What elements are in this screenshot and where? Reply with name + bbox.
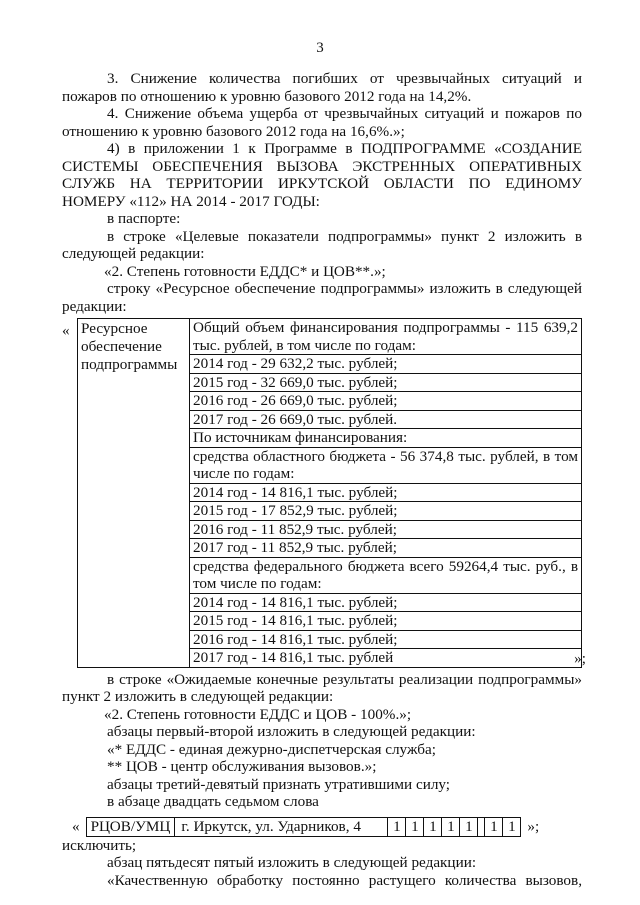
boxrow-close-quote: »; <box>527 817 540 835</box>
box-cell-digit: 1 <box>460 818 478 836</box>
box-cell-digit: 1 <box>508 817 516 835</box>
table-row: 2016 год - 26 669,0 тыс. рублей; <box>190 392 581 411</box>
paragraph-quality-processing: «Качественную обработку постоянно растущего количества вызовов, <box>107 871 582 889</box>
paragraph-edds-definition: «* ЕДДС - единая дежурно-диспетчерская служба; <box>107 740 436 758</box>
replaced-words-row <box>62 817 582 837</box>
table-row: 2015 год - 17 852,9 тыс. рублей; <box>190 502 581 521</box>
paragraph-readiness-100: «2. Степень готовности ЕДДС и ЦОВ - 100%.»; <box>104 705 412 723</box>
table-row: 2017 год - 26 669,0 тыс. рублей. <box>190 411 581 430</box>
boxrow-open-quote: « <box>72 817 80 835</box>
paragraph-resource-row: строку «Ресурсное обеспечение подпрограммы» изложить в следующей редакции: <box>62 280 582 315</box>
paragraph-readiness: «2. Степень готовности ЕДДС* и ЦОВ**.»; <box>104 262 386 280</box>
paragraph-exclude: исключить; <box>62 836 137 854</box>
table-row: 2015 год - 14 816,1 тыс. рублей; <box>190 612 581 631</box>
table-row: средства федерального бюджета всего 59264,4 тыс. руб., в том числе по годам: <box>190 558 581 594</box>
page-number: 3 <box>316 40 324 56</box>
paragraph-item-3: 3. Снижение количества погибших от чрезвычайных ситуаций и пожаров по отношению к уровню базового 2012 года на 14,2%. <box>62 70 582 105</box>
boxed-table-fragment <box>86 817 522 837</box>
table-row: По источникам финансирования: <box>190 429 581 448</box>
table-close-quote: »; <box>574 650 586 667</box>
table-row: средства областного бюджета - 56 374,8 тыс. рублей, в том числе по годам: <box>190 448 581 484</box>
paragraph-abzats-1-2: абзацы первый-второй изложить в следующей редакции: <box>107 723 476 740</box>
box-cell-address: г. Иркутск, ул. Ударников, 4 <box>175 818 388 836</box>
box-cell-digit: 1 <box>388 818 406 836</box>
box-cell-digit: 1 <box>406 818 424 836</box>
table-row: 2016 год - 11 852,9 тыс. рублей; <box>190 521 581 540</box>
table-row: 2017 год - 11 852,9 тыс. рублей; <box>190 539 581 558</box>
table-row: 2014 год - 29 632,2 тыс. рублей; <box>190 355 581 374</box>
resource-label-cell: Ресурсное обеспечение подпрограммы <box>78 319 190 668</box>
table-row: Общий объем финансирования подпрограммы - 115 639,2 тыс. рублей, в том числе по годам: <box>190 319 581 355</box>
paragraph-target-indicators: в строке «Целевые показатели подпрограммы» пункт 2 изложить в следующей редакции: <box>62 227 582 262</box>
resource-table-block <box>62 318 586 668</box>
table-row: 2014 год - 14 816,1 тыс. рублей; <box>190 594 581 613</box>
box-cell-center: РЦОВ/УМЦ <box>87 818 176 836</box>
table-row: 2015 год - 32 669,0 тыс. рублей; <box>190 374 581 393</box>
paragraph-abzats-55: абзац пятьдесят пятый изложить в следующей редакции: <box>107 854 477 871</box>
table-row: 2017 год - 14 816,1 тыс. рублей <box>193 649 394 666</box>
box-cell-digit: 1 <box>485 818 503 836</box>
paragraph-abzats-27: в абзаце двадцать седьмом слова <box>107 793 319 810</box>
resource-table <box>77 318 582 668</box>
box-cell-empty <box>478 818 485 836</box>
paragraph-item-4: 4. Снижение объема ущерба от чрезвычайных ситуаций и пожаров по отношению к уровню базового 2012 года на 16,6%.»; <box>62 105 582 140</box>
table-row: 2016 год - 14 816,1 тыс. рублей; <box>190 631 581 650</box>
resource-values-cell <box>190 319 582 668</box>
paragraph-abzats-3-9: абзацы третий-девятый признать утратившими силу; <box>107 775 451 793</box>
box-cell-digit: 1 <box>442 818 460 836</box>
box-cell-digit: 1 <box>424 818 442 836</box>
paragraph-appendix-heading: 4) в приложении 1 к Программе в ПОДПРОГРАММЕ «СОЗДАНИЕ СИСТЕМЫ ОБЕСПЕЧЕНИЯ ВЫЗОВА ЭКСТРЕННЫХ ОПЕРАТИВНЫХ СЛУЖБ НА ТЕРРИТОРИИ ИРКУТСКОЙ ОБЛАСТИ ПО ЕДИНОМУ НОМЕРУ «112» НА 2014 - 2017 ГОДЫ: <box>62 140 582 210</box>
table-row: 2014 год - 14 816,1 тыс. рублей; <box>190 484 581 503</box>
document-body <box>62 70 586 889</box>
table-open-quote: « <box>62 322 70 339</box>
paragraph-passport: в паспорте: <box>107 210 181 227</box>
paragraph-tsov-definition: ** ЦОВ - центр обслуживания вызовов.»; <box>107 758 377 775</box>
paragraph-expected-results: в строке «Ожидаемые конечные результаты реализации подпрограммы» пункт 2 изложить в следующей редакции: <box>62 670 582 705</box>
